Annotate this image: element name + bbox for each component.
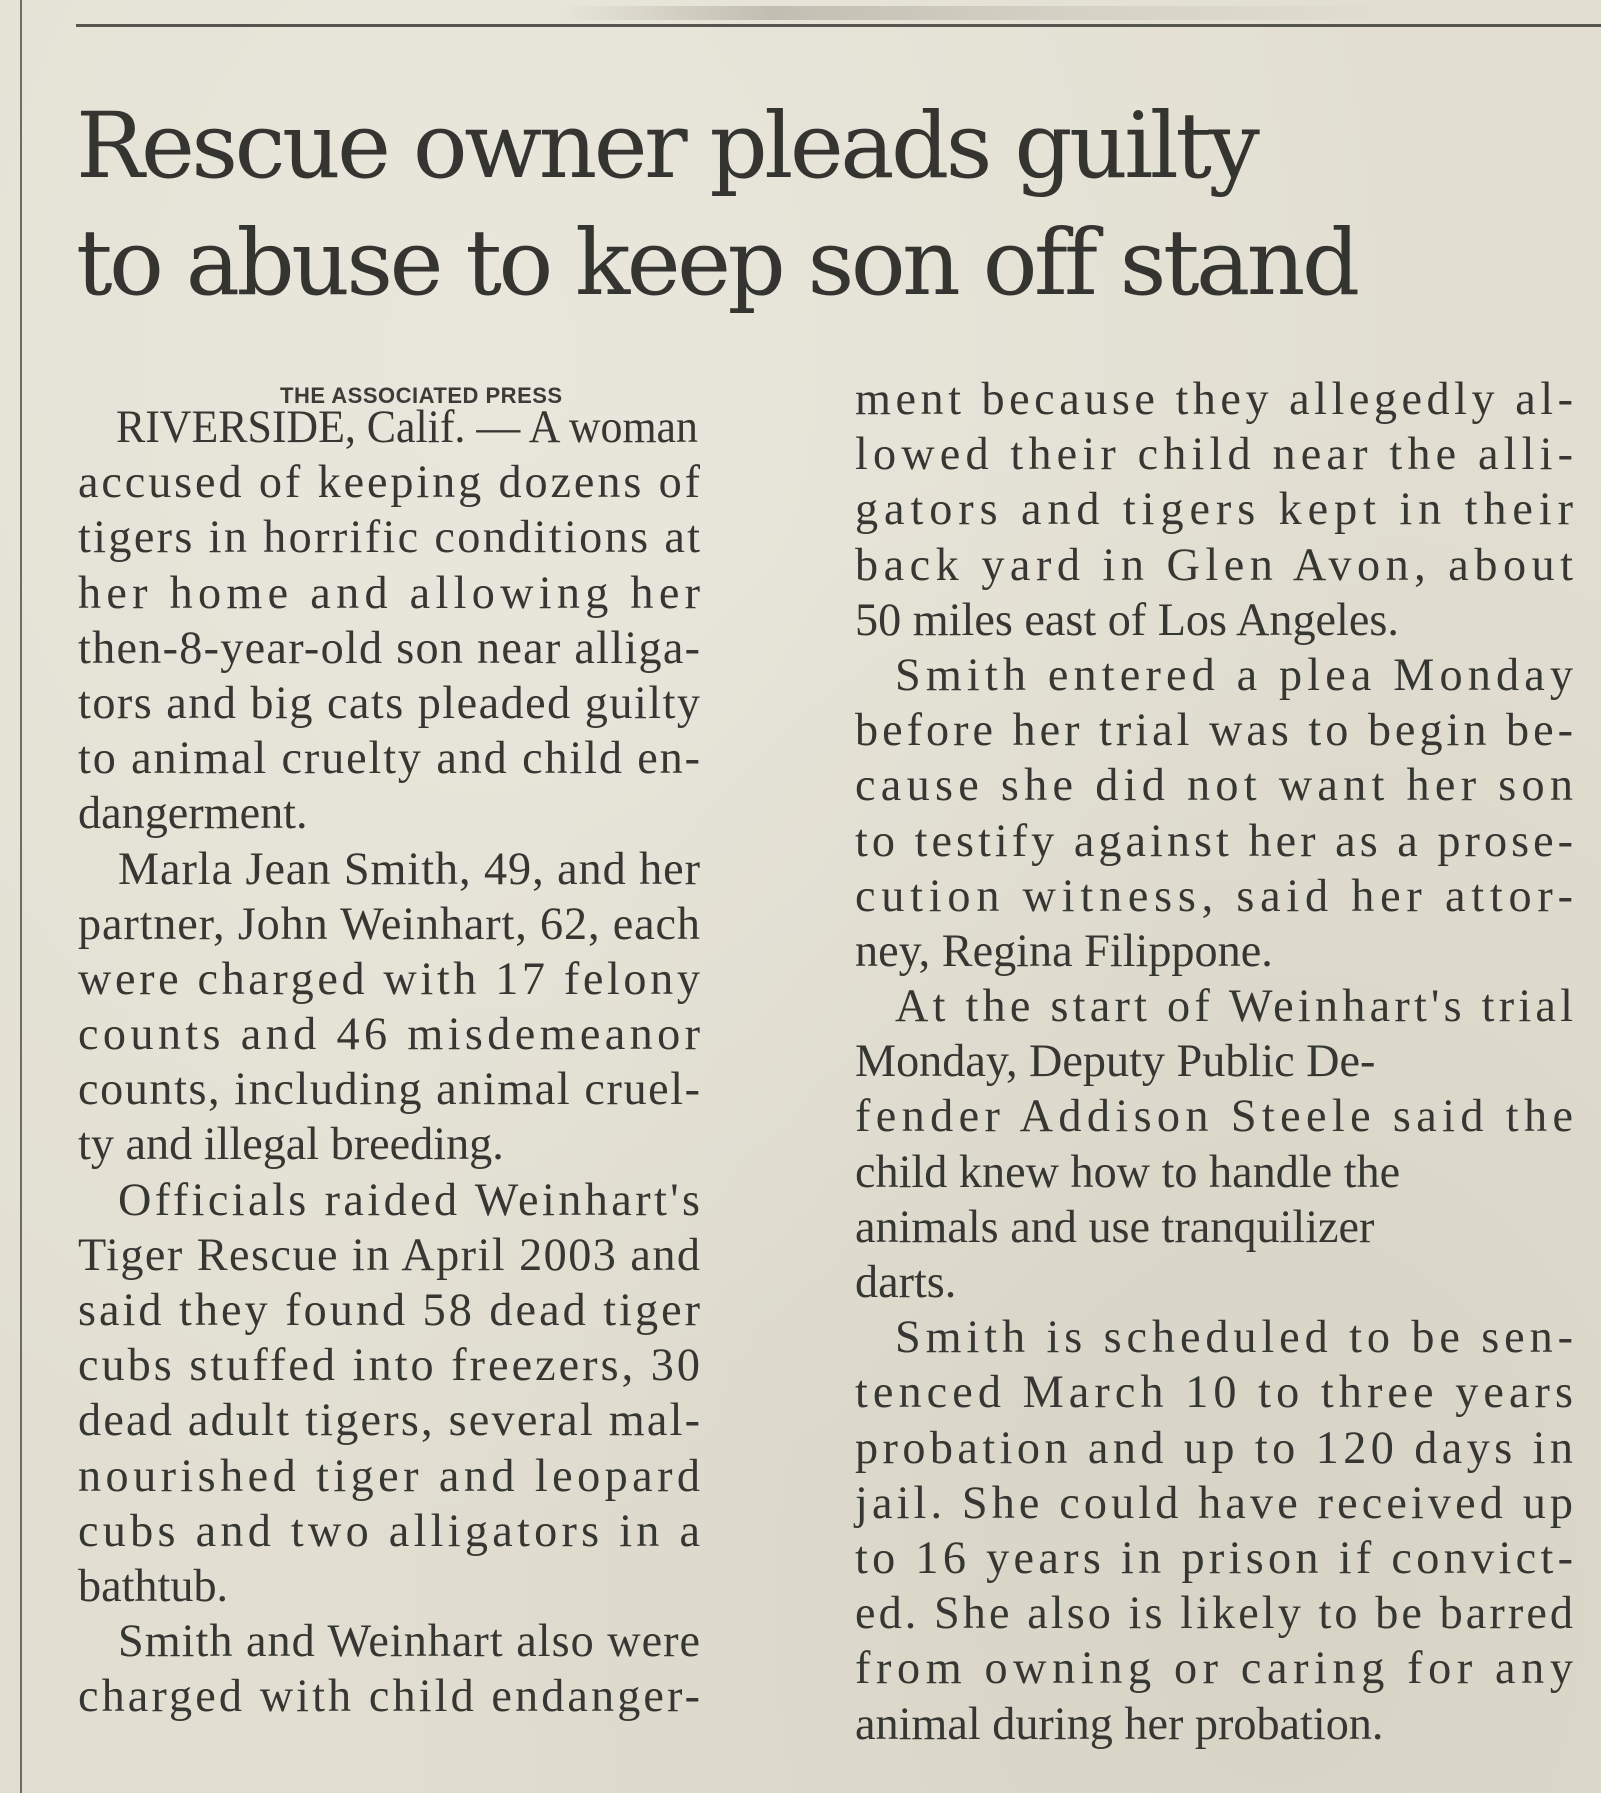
article-line: her home and allowing her (78, 566, 706, 618)
top-rule (76, 24, 1601, 27)
article-line: Officials raided Weinhart's (118, 1173, 704, 1225)
article-line: jail. She could have received up (855, 1476, 1578, 1528)
article-line: nourished tiger and leopard (78, 1449, 705, 1501)
article-line: to testify against her as a prose- (855, 814, 1578, 866)
article-line: RIVERSIDE, Calif. — A woman (115, 401, 698, 452)
article-line: darts. (855, 1256, 957, 1307)
article-line: charged with child endanger- (78, 1670, 704, 1722)
article-line: tors and big cats pleaded guilty (78, 676, 702, 728)
byline: THE ASSOCIATED PRESS (280, 383, 563, 408)
article-line: At the start of Weinhart's trial (895, 980, 1578, 1032)
article-line: to 16 years in prison if convict- (855, 1531, 1578, 1583)
article-line: gators and tigers kept in their (855, 483, 1579, 535)
article-line: cubs stuffed into freezers, 30 (78, 1339, 704, 1391)
article-line: ty and illegal breeding. (78, 1118, 504, 1170)
article-column-right (855, 371, 1579, 1751)
article-line: were charged with 17 felony (78, 952, 704, 1004)
article-line: Smith is scheduled to be sen- (895, 1311, 1578, 1363)
article-line: dangerment. (78, 787, 308, 839)
article-line: Smith and Weinhart also were (118, 1615, 702, 1667)
article-line: tigers in horrific conditions at (78, 511, 703, 563)
article-line: bathtub. (78, 1559, 229, 1611)
article-line: Monday, Deputy Public De- (855, 1035, 1376, 1087)
headline-line: Rescue owner pleads guilty (76, 94, 1257, 199)
article-line: animals and use tranquilizer (855, 1200, 1375, 1252)
article-line: 50 miles east of Los Angeles. (855, 593, 1399, 645)
headline (76, 88, 1586, 322)
article-line: animal during her probation. (855, 1697, 1384, 1749)
article-column-left (78, 399, 798, 1724)
article-line: cubs and two alligators in a (78, 1504, 705, 1556)
article-line: lowed their child near the alli- (855, 428, 1579, 480)
article-line: tenced March 10 to three years (855, 1366, 1579, 1418)
article-line: cution witness, said her attor- (855, 869, 1579, 921)
article-line: counts, including animal cruel- (78, 1063, 702, 1115)
article-line: fender Addison Steele said the (855, 1090, 1579, 1142)
article-line: counts and 46 misdemeanor (78, 1008, 705, 1060)
headline-line: to abuse to keep son off stand (76, 211, 1357, 316)
article-line: Tiger Rescue in April 2003 and (78, 1228, 702, 1280)
article-line: to animal cruelty and child en- (78, 732, 702, 784)
article-line: cause she did not want her son (855, 759, 1579, 811)
article-line: back yard in Glen Avon, about (855, 538, 1579, 590)
article-line: ment because they allegedly al- (855, 373, 1578, 424)
article-line: partner, John Weinhart, 62, each (78, 897, 701, 949)
article-line: before her trial was to begin be- (855, 704, 1577, 756)
article-line: accused of keeping dozens of (78, 456, 703, 508)
article-line: ney, Regina Filippone. (855, 924, 1273, 976)
article-line: dead adult tigers, several mal- (78, 1394, 703, 1446)
article-line: probation and up to 120 days in (855, 1421, 1578, 1473)
article-line: said they found 58 dead tiger (78, 1284, 704, 1335)
article-line: ed. She also is likely to be barred (855, 1587, 1577, 1639)
column-rule (20, 0, 22, 1793)
scan-smudge (560, 6, 1400, 20)
article-line: from owning or caring for any (855, 1642, 1579, 1694)
article-line: then-8-year-old son near alliga- (78, 621, 702, 673)
article-line: child knew how to handle the (855, 1145, 1401, 1197)
article-line: Marla Jean Smith, 49, and her (118, 842, 701, 894)
article-line: Smith entered a plea Monday (895, 648, 1579, 700)
